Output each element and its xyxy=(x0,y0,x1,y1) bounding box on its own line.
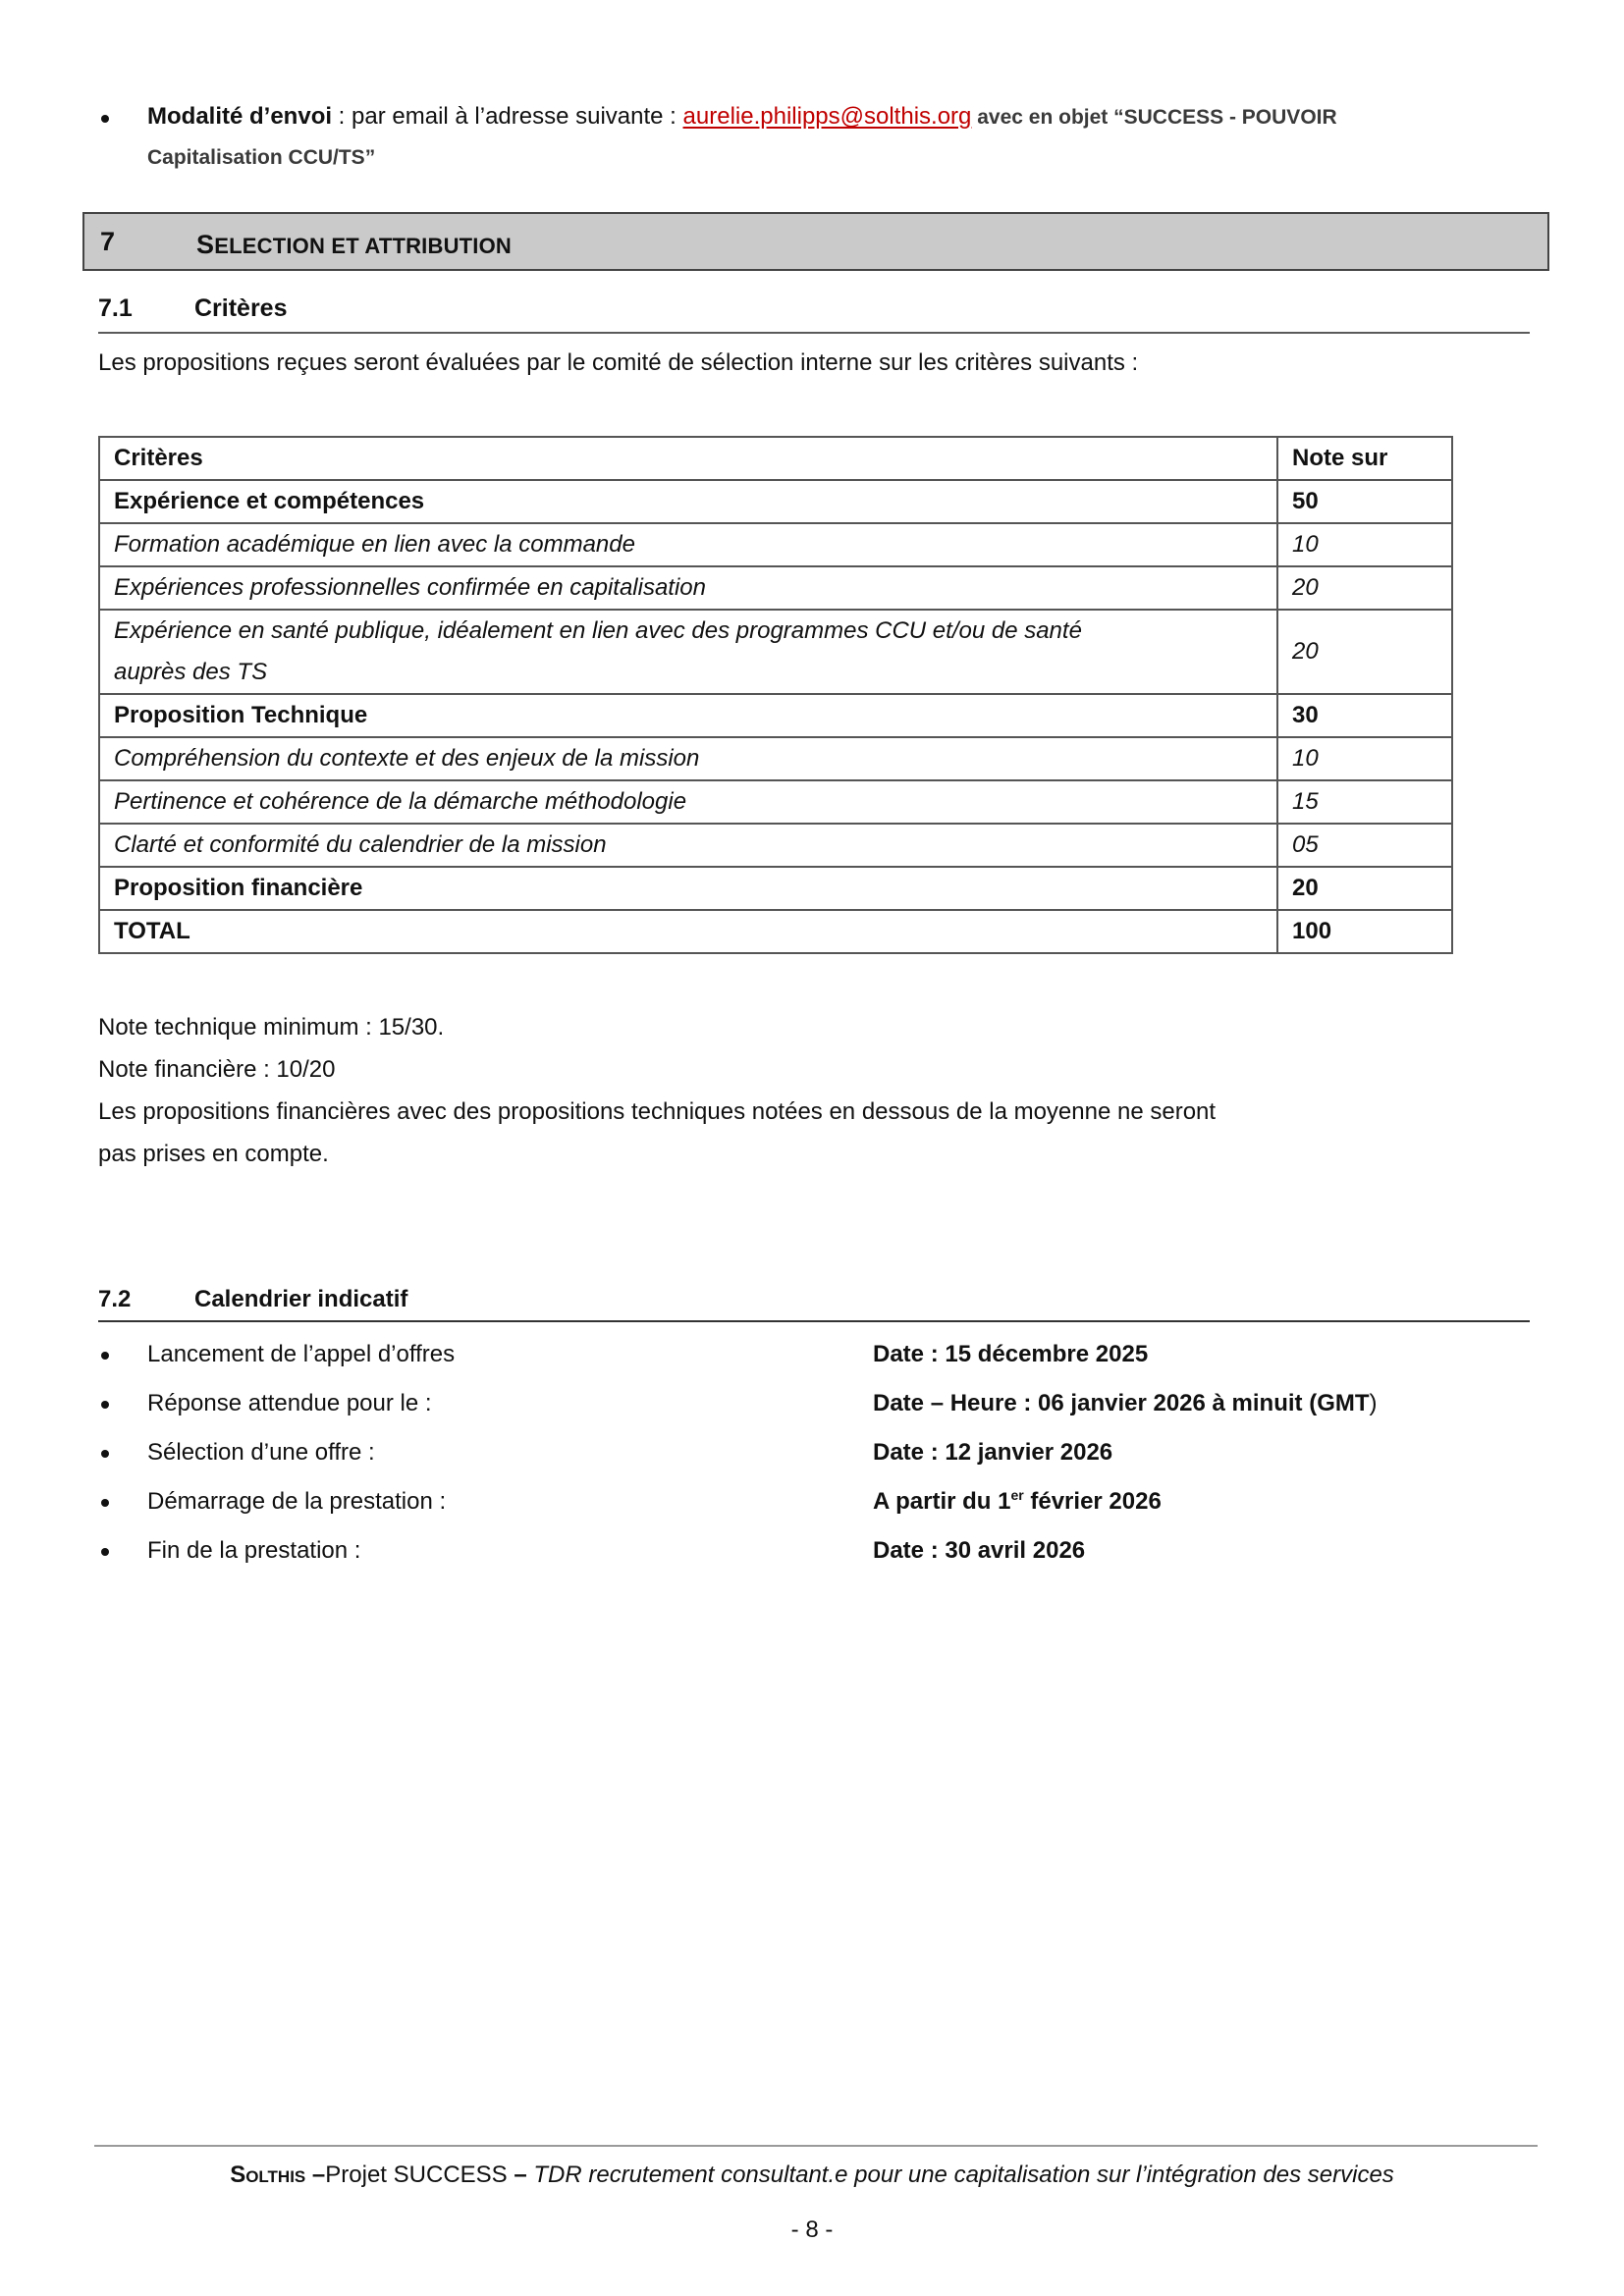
bullet-icon xyxy=(101,1548,109,1556)
calendar-value-main: Date – Heure : 06 janvier 2026 à minuit (GMT xyxy=(873,1390,1370,1416)
criteria-table xyxy=(98,436,1453,954)
criteria-score: 20 xyxy=(1277,566,1452,610)
calendar-label: Lancement de l’appel d’offres xyxy=(147,1341,456,1367)
criteria-score: 10 xyxy=(1277,523,1452,566)
calendar-value-prefix: A partir du 1 xyxy=(873,1488,1011,1515)
calendar-value xyxy=(873,1488,1162,1516)
subsection-heading-calendar xyxy=(98,1286,1532,1315)
subsection-title: Calendrier indicatif xyxy=(194,1286,408,1312)
criteria-score: 30 xyxy=(1277,694,1452,737)
bullet-icon xyxy=(101,1401,109,1409)
calendar-value-suffix: ) xyxy=(1369,1390,1378,1416)
calendar-item xyxy=(0,1484,1624,1523)
table-row xyxy=(99,694,1452,737)
calendar-label: Fin de la prestation : xyxy=(147,1537,361,1564)
calendar-item xyxy=(0,1386,1624,1425)
submission-label: Modalité d’envoi xyxy=(147,103,333,130)
criteria-score: 20 xyxy=(1277,867,1452,910)
table-row xyxy=(99,824,1452,867)
note-technical-minimum: Note technique minimum : 15/30. xyxy=(98,1014,445,1041)
calendar-value xyxy=(873,1390,1378,1417)
criteria-label-line-2: auprès des TS xyxy=(114,659,268,685)
table-row xyxy=(99,566,1452,610)
bullet-icon xyxy=(101,1499,109,1507)
criteria-label xyxy=(99,610,1277,694)
criteria-label-line-1: Expérience en santé publique, idéalement en lien avec des programmes CCU et/ou de santé xyxy=(114,617,1082,644)
submission-text: : par email à l’adresse suivante : xyxy=(332,103,683,130)
subsection-rule xyxy=(98,332,1530,334)
submission-line-2: Capitalisation CCU/TS” xyxy=(147,146,376,169)
footer-text xyxy=(0,2162,1624,2189)
table-header-score: Note sur xyxy=(1277,437,1452,480)
calendar-value-main: février 2026 xyxy=(1023,1488,1162,1515)
criteria-label: Proposition Technique xyxy=(99,694,1277,737)
calendar-item xyxy=(0,1337,1624,1376)
section-title-rest: ELECTION ET ATTRIBUTION xyxy=(214,234,513,258)
section-title xyxy=(196,230,512,260)
calendar-value: Date : 30 avril 2026 xyxy=(873,1537,1086,1564)
criteria-label: Proposition financière xyxy=(99,867,1277,910)
subsection-heading-criteria xyxy=(98,294,1532,326)
criteria-label: Clarté et conformité du calendrier de la mission xyxy=(99,824,1277,867)
note-eligibility-line-2: pas prises en compte. xyxy=(98,1141,329,1167)
page-number: - 8 - xyxy=(790,2216,834,2243)
submission-line-1 xyxy=(147,102,1337,133)
footer-description: TDR recrutement consultant.e pour une capitalisation sur l’intégration des services xyxy=(533,2162,1394,2188)
criteria-score: 05 xyxy=(1277,824,1452,867)
criteria-score: 50 xyxy=(1277,480,1452,523)
calendar-value-superscript: er xyxy=(1010,1487,1024,1503)
table-row xyxy=(99,737,1452,780)
table-row xyxy=(99,610,1452,694)
footer-brand: Solthis xyxy=(230,2162,306,2188)
subject-prefix: avec en objet “SUCCESS - POUVOIR xyxy=(971,106,1337,129)
table-row-total xyxy=(99,910,1452,953)
note-financial: Note financière : 10/20 xyxy=(98,1056,336,1083)
subsection-title: Critères xyxy=(194,294,288,322)
table-row xyxy=(99,480,1452,523)
section-title-initial: S xyxy=(196,230,215,259)
calendar-label: Sélection d’une offre : xyxy=(147,1439,375,1466)
criteria-score: 20 xyxy=(1277,610,1452,694)
subsection-number: 7.1 xyxy=(98,294,133,322)
email-link[interactable]: aurelie.philipps@solthis.org xyxy=(682,103,972,130)
criteria-label: TOTAL xyxy=(99,910,1277,953)
bullet-icon xyxy=(101,115,109,123)
calendar-item xyxy=(0,1435,1624,1474)
footer-project: Projet SUCCESS xyxy=(325,2162,514,2188)
footer-rule xyxy=(94,2145,1538,2147)
calendar-item xyxy=(0,1533,1624,1573)
table-row xyxy=(99,523,1452,566)
calendar-label: Réponse attendue pour le : xyxy=(147,1390,432,1416)
calendar-label: Démarrage de la prestation : xyxy=(147,1488,447,1515)
criteria-label: Pertinence et cohérence de la démarche méthodologie xyxy=(99,780,1277,824)
criteria-label: Compréhension du contexte et des enjeux de la mission xyxy=(99,737,1277,780)
note-eligibility-line-1: Les propositions financières avec des propositions techniques notées en dessous de la moyenne ne seront xyxy=(98,1098,1217,1125)
criteria-score: 10 xyxy=(1277,737,1452,780)
table-header-row xyxy=(99,437,1452,480)
table-row xyxy=(99,780,1452,824)
criteria-label: Expériences professionnelles confirmée en capitalisation xyxy=(99,566,1277,610)
criteria-intro: Les propositions reçues seront évaluées par le comité de sélection interne sur les critères suivants : xyxy=(98,349,1139,376)
criteria-label: Formation académique en lien avec la commande xyxy=(99,523,1277,566)
criteria-label: Expérience et compétences xyxy=(99,480,1277,523)
footer-dash: – xyxy=(305,2162,326,2188)
criteria-score: 100 xyxy=(1277,910,1452,953)
bullet-icon xyxy=(101,1352,109,1360)
footer-dash: – xyxy=(514,2162,534,2188)
bullet-icon xyxy=(101,1450,109,1458)
calendar-value: Date : 12 janvier 2026 xyxy=(873,1439,1113,1466)
subsection-rule xyxy=(98,1320,1530,1322)
section-number: 7 xyxy=(100,227,116,256)
subsection-number: 7.2 xyxy=(98,1286,132,1312)
table-header-criteria: Critères xyxy=(99,437,1277,480)
calendar-value: Date : 15 décembre 2025 xyxy=(873,1341,1149,1367)
section-heading xyxy=(82,212,1549,271)
criteria-score: 15 xyxy=(1277,780,1452,824)
table-row xyxy=(99,867,1452,910)
